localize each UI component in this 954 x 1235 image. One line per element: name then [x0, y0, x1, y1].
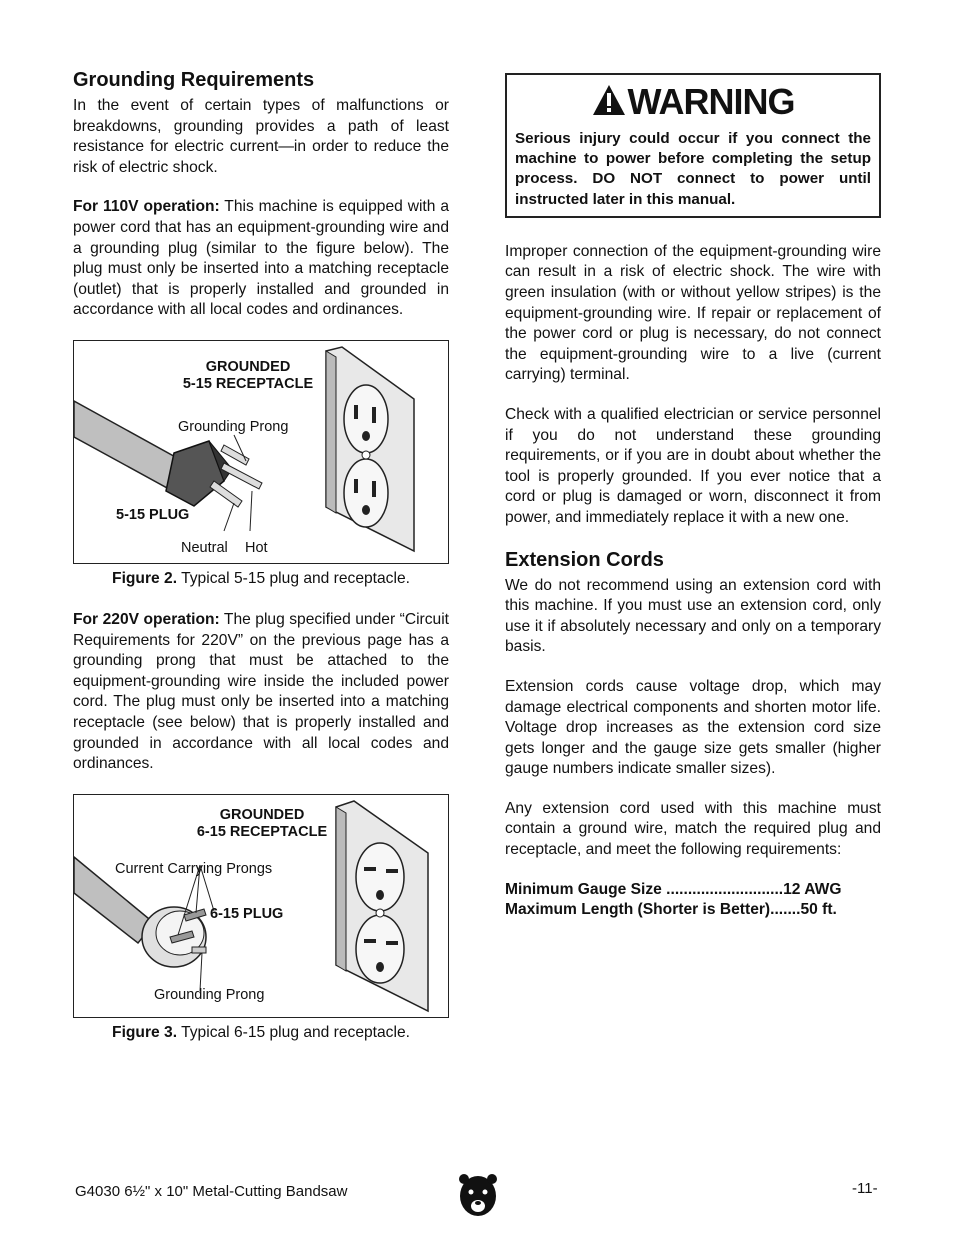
caption-figure-2	[73, 570, 449, 588]
bear-logo-icon	[458, 1172, 498, 1225]
warning-text: Serious injury could occur if you connect the machine to power before completing the setup process. DO NOT connect to power until instructed later in this manual.	[515, 130, 871, 208]
lead-220v: For 220V operation:	[73, 610, 220, 628]
paragraph-grounding-intro: In the event of certain types of malfunctions or breakdowns, grounding provides a path of least resistance for electric current—in order to reduce the risk of electric shock.	[73, 97, 449, 176]
heading-extension-cords: Extension Cords	[505, 548, 664, 571]
spec-max-length: Maximum Length (Shorter is Better).......50 ft.	[505, 901, 837, 919]
paragraph-extension-intro: We do not recommend using an extension cord with this machine. If you must use an extension cord, only use it if absolutely necessary and only on a temporary basis.	[505, 576, 881, 656]
figure-6-15	[73, 794, 449, 1018]
text-110v: This machine is equipped with a power cord that has an equipment-grounding wire and a grounding plug (similar to the figure below). The plug must only be inserted into a matching receptacle (outlet) that is properly installed and grounded in accordance with all local codes and ordinances.	[73, 198, 450, 319]
caption-figure-3-text: Typical 6-15 plug and receptacle.	[177, 1023, 410, 1041]
caption-figure-3	[73, 1024, 449, 1042]
label-grounded-6-15-receptacle: GROUNDED 6-15 RECEPTACLE	[196, 806, 328, 840]
warning-title	[515, 83, 871, 123]
warning-title-text: WARNING	[627, 81, 795, 122]
footer-model: G4030 6½" x 10" Metal-Cutting Bandsaw	[75, 1183, 348, 1200]
caption-figure-2-text: Typical 5-15 plug and receptacle.	[177, 569, 410, 587]
label-current-carrying-prongs: Current Carrying Prongs	[115, 860, 273, 877]
caption-figure-2-lead: Figure 2.	[112, 569, 178, 587]
label-neutral: Neutral	[181, 539, 228, 556]
text-220v: The plug specified under “Circuit Requirements for 220V” on the previous page has a grounding prong that must be attached to the equipment-grounding wire inside the included power cord. The plug must only be inserted into a matching receptacle (see below) that is properly installed and grounded in accordance with all local codes and ordinances.	[73, 610, 449, 773]
label-6-15-plug: 6-15 PLUG	[210, 905, 284, 922]
heading-grounding-requirements: Grounding Requirements	[73, 69, 315, 91]
left-column	[73, 68, 449, 1064]
caption-figure-3-lead: Figure 3.	[112, 1023, 178, 1041]
warning-box	[505, 73, 881, 218]
spec-min-gauge: Minimum Gauge Size ...........................12 AWG	[505, 880, 842, 898]
warning-triangle-icon	[592, 84, 626, 123]
paragraph-220v	[73, 610, 449, 775]
paragraph-extension-requirements: Any extension cord used with this machine must contain a ground wire, match the required plug and receptacle, and meet the following requirements:	[505, 799, 881, 859]
label-grounding-prong-fig2: Grounding Prong	[178, 418, 289, 435]
paragraph-110v	[73, 197, 449, 321]
label-grounded-5-15-receptacle: GROUNDED 5-15 RECEPTACLE	[182, 358, 314, 392]
paragraph-check-electrician: Check with a qualified electrician or service personnel if you do not understand these grounding requirements, or if you are in doubt about whether the tool is properly grounded. If you ever notice that a cord or plug is damaged or worn, disconnect it from power, and immediately replace it with a new one.	[505, 405, 881, 526]
lead-110v: For 110V operation:	[73, 198, 220, 216]
label-hot: Hot	[245, 539, 268, 556]
paragraph-voltage-drop: Extension cords cause voltage drop, which may damage electrical components and shorten motor life. Voltage drop increases as the extension cord size gets longer and the gauge size gets smaller (higher gauge numbers indicate smaller sizes).	[505, 677, 881, 778]
label-grounding-prong-fig3: Grounding Prong	[154, 986, 265, 1003]
paragraph-improper-connection: Improper connection of the equipment-grounding wire can result in a risk of electric shock. The wire with green insulation (with or without yellow stripes) is the equipment-grounding wire. If repair or replacement of the power cord or plug is necessary, do not connect the equipment-grounding wire to a live (current carrying) terminal.	[505, 242, 881, 384]
right-column	[505, 68, 881, 921]
label-5-15-plug: 5-15 PLUG	[116, 506, 190, 523]
footer-page-number: -11-	[852, 1180, 878, 1197]
figure-5-15	[73, 340, 449, 564]
